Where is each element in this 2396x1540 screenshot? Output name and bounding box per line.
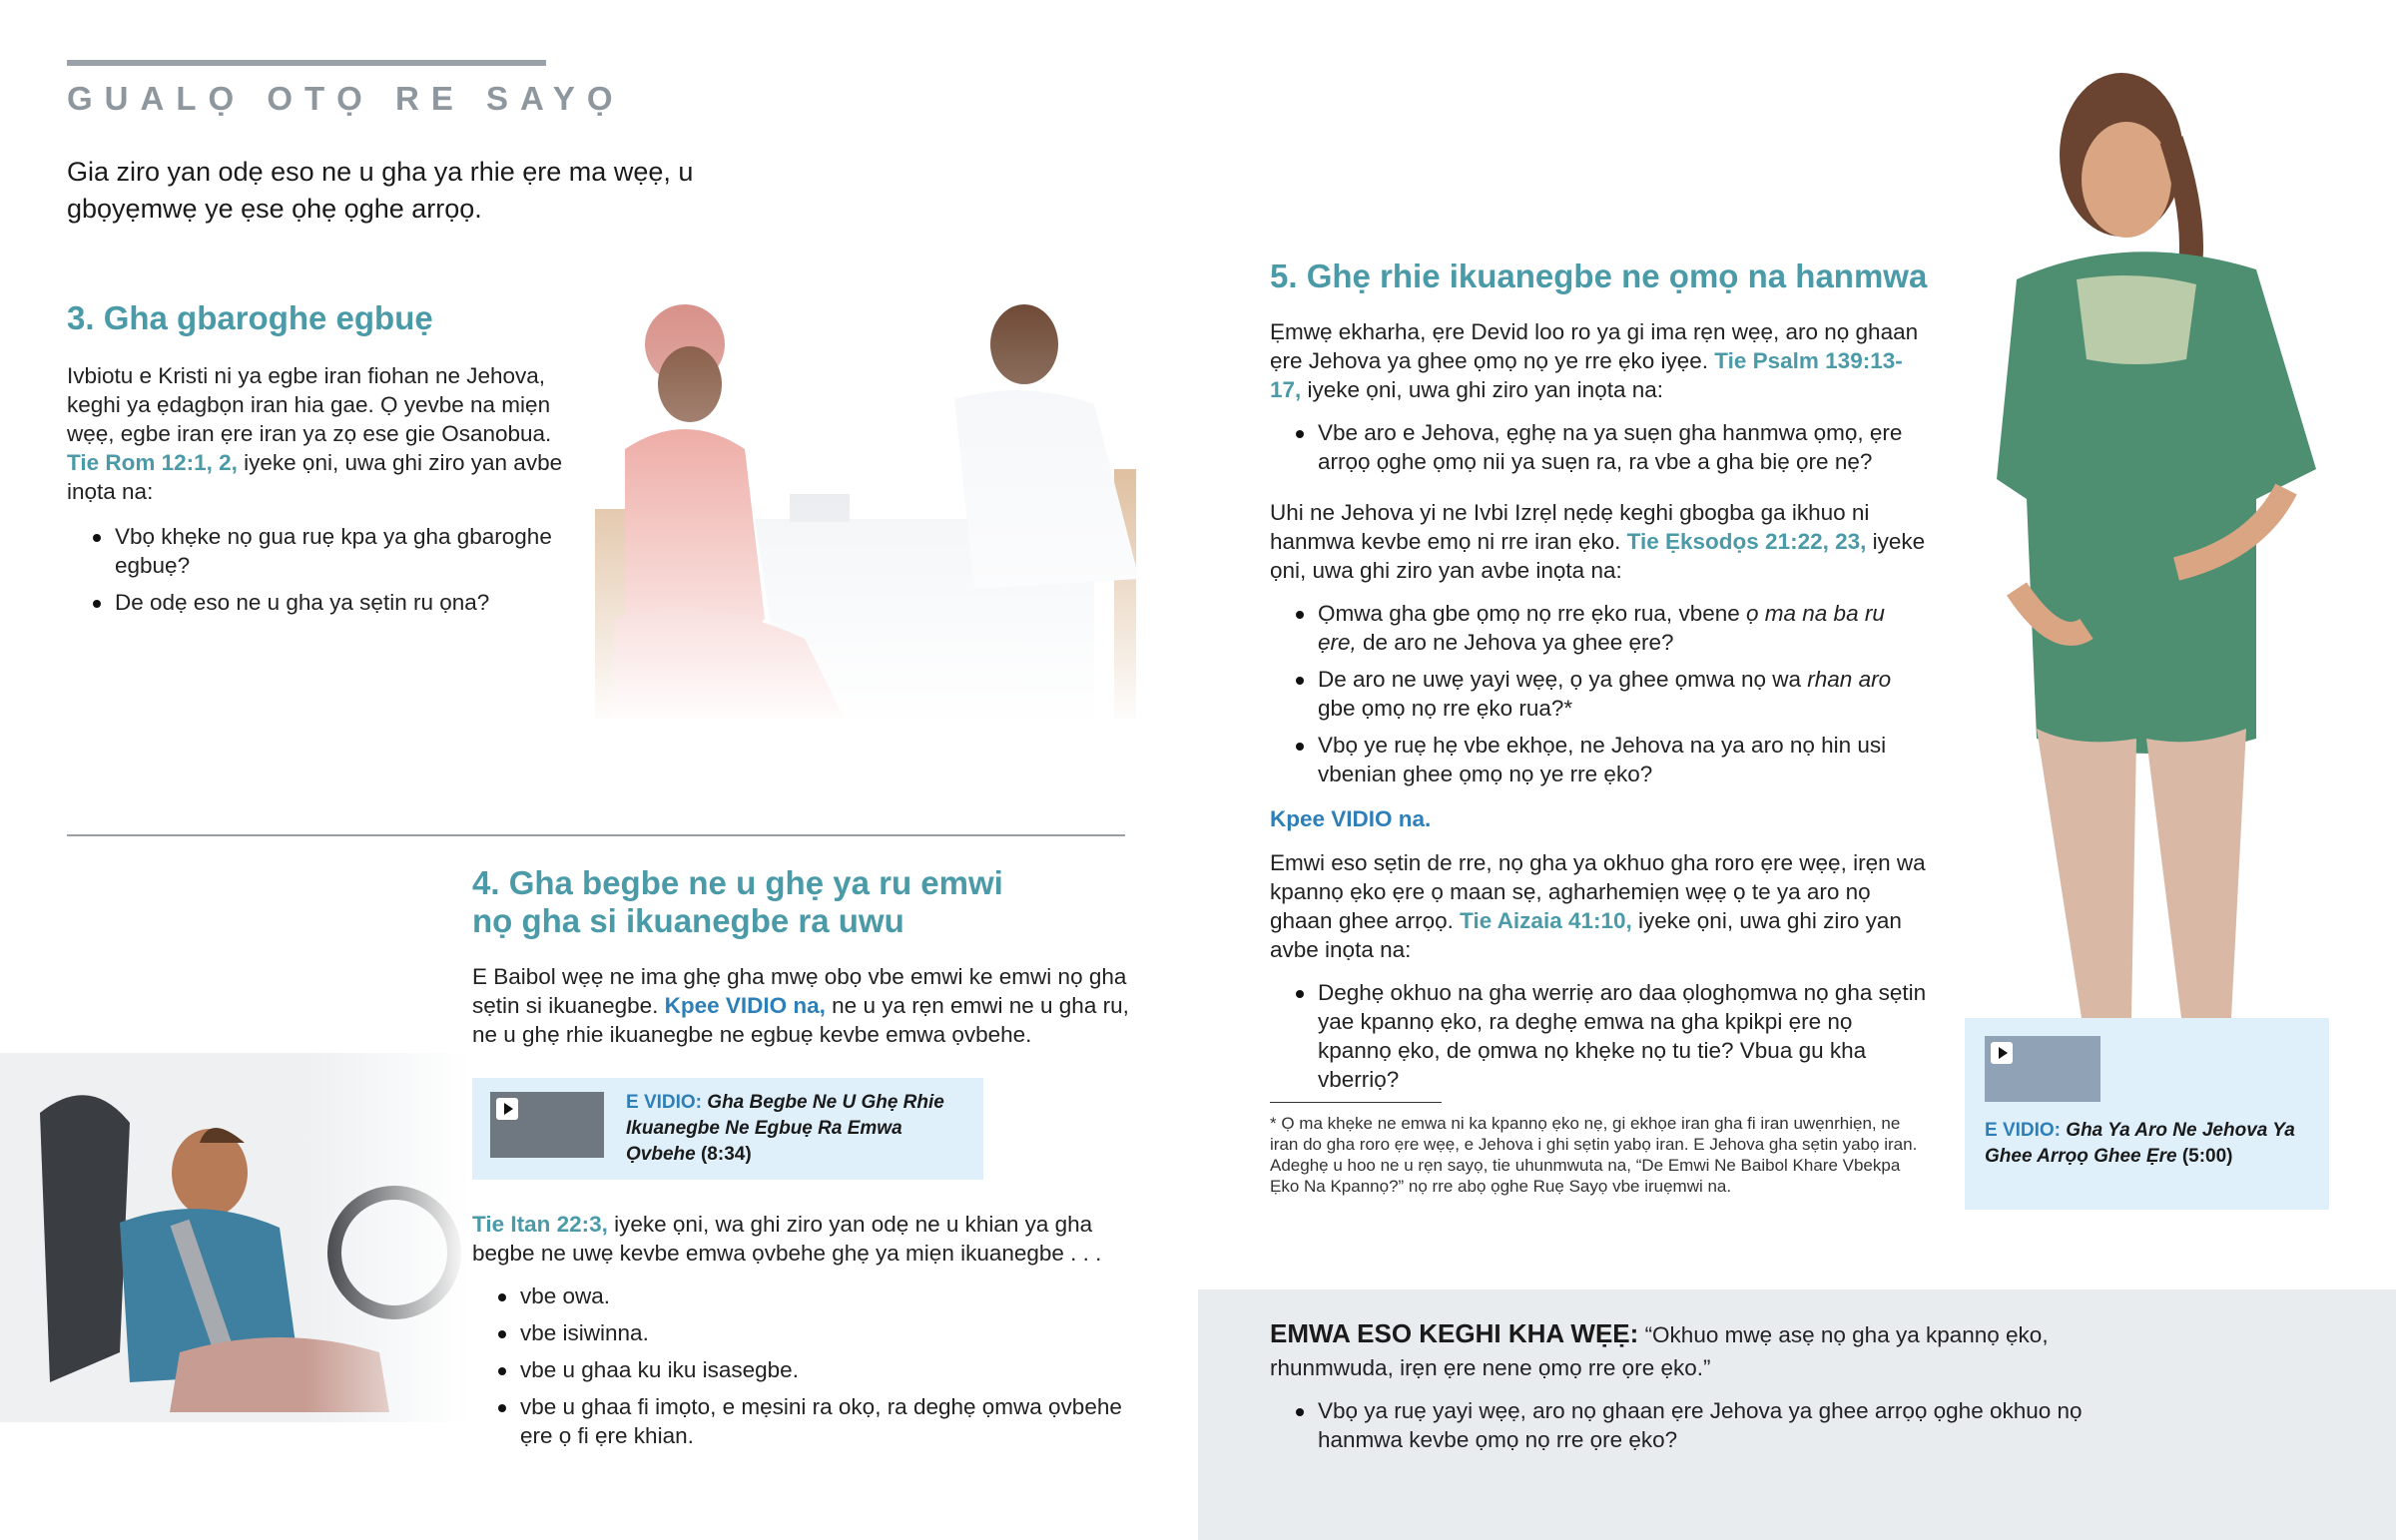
scripture-link-exodus[interactable]: Tie Ẹksodọs 21:22, 23, xyxy=(1626,529,1867,554)
section-4-list xyxy=(472,1282,1131,1450)
header-rule xyxy=(67,60,546,66)
seatbelt-illustration xyxy=(0,1053,469,1422)
doctor-consultation-illustration xyxy=(595,289,1154,729)
list-item: Vbe aro e Jehova, ẹghẹ na ya suẹn gha hanmwa ọmọ, ẹre arrọọ ọghe ọmọ nii ya suẹn ra, ra vbe a gha biẹ ọre nẹ? xyxy=(1270,418,1929,476)
objection-content xyxy=(1270,1317,2089,1462)
section-kicker: GUALỌ OTỌ RE SAYỌ xyxy=(67,80,625,117)
objection-statement: EMWA ESO KEGHI KHA WẸẸ: “Okhuo mwẹ asẹ nọ gha ya kpannọ ẹko, rhunmwuda, irẹn ẹre nene ọmọ rre ọre ẹko.” xyxy=(1270,1318,2049,1380)
footnote: * Ọ ma khẹke ne emwa ni ka kpannọ ẹko nẹ, gi ekhọe iran gha fi iran uwẹnrhiẹn, ne iran do gha roro ẹre wẹẹ, e Jehova i ghi sẹtin yabọ iran. E Jehova gha sẹtin yabọ iran. Adeghẹ u hoo ne u rẹn sayọ, tie uhunmwuta na, “De Emwi Ne Baibol Khare Vbekpa Ẹko Na Kpannọ?” nọ rre abọ ọghe Ruẹ Sayọ vbe iruẹmwi na. xyxy=(1270,1114,1918,1196)
list-item: vbe u ghaa ku iku isasegbe. xyxy=(472,1355,1131,1384)
video-caption: E VIDIO: Gha Ya Aro Ne Jehova Ya Ghee Arrọọ Ghee Ẹre (5:00) xyxy=(1985,1120,2295,1167)
footnote-rule xyxy=(1270,1102,1442,1103)
section-5-questions-3 xyxy=(1270,978,1929,1094)
list-item: De aro ne uwẹ yayi wẹẹ, ọ ya ghee ọmwa nọ wa rhan aro gbe ọmọ nọ rre ẹko rua?* xyxy=(1270,665,1929,723)
section-5-paragraph-3: Emwi eso sẹtin de rre, nọ gha ya okhuo gha roro ẹre wẹẹ, irẹn wa kpannọ ẹko ẹre ọ maan sẹ, agharhemiẹn wẹẹ ọ te ya aro nọ ghaan ghee arrọọ. Tie Aizaia 41:10, iyeke ọni, uwa ghi ziro yan avbe inọta na: xyxy=(1270,850,1926,962)
section-3-title: 3. Gha gbaroghe egbuẹ xyxy=(67,299,433,336)
section-4-paragraph-2: Tie Itan 22:3, iyeke ọni, wa ghi ziro yan odẹ ne u khian ya gha begbe ne uwẹ kevbe emwa ọvbehe ghẹ ya miẹn ikuanegbe . . . xyxy=(472,1212,1102,1266)
section-5 xyxy=(1270,257,1929,1197)
play-icon[interactable] xyxy=(496,1098,518,1120)
play-icon[interactable] xyxy=(1991,1042,2013,1064)
section-5-paragraph-1: Ẹmwẹ ekharha, ẹre Devid loo ro ya gi ima rẹn wẹẹ, aro nọ ghaan ẹre Jehova ya ghee ọmọ nọ ye rre ẹko iyẹe. Tie Psalm 139:13-17, iyeke ọni, uwa ghi ziro yan inọta na: xyxy=(1270,319,1919,402)
list-item: Vbọ ye ruẹ hẹ vbe ekhọe, ne Jehova na ya aro nọ hin usi vbenian ghee ọmọ nọ ye rre ẹko? xyxy=(1270,731,1929,788)
section-5-questions-1 xyxy=(1270,418,1929,476)
section-divider xyxy=(67,834,1125,836)
watch-video-link[interactable]: Kpee VIDIO na. xyxy=(1270,806,1432,831)
scripture-link-psalm[interactable]: Tie Psalm 139:13-17, xyxy=(1270,348,1903,402)
list-item: Ọmwa gha gbe ọmọ nọ rre ẹko rua, vbene ọ ma na ba ru ẹre, de aro ne Jehova ya ghee ẹre? xyxy=(1270,599,1929,657)
video-thumbnail[interactable] xyxy=(1985,1036,2100,1102)
list-item: vbe u ghaa fi imọto, e mẹsini ra okọ, ra deghẹ ọmwa ọvbehe ẹre ọ fi ẹre khian. xyxy=(472,1392,1131,1450)
video-box-safety[interactable] xyxy=(472,1078,983,1180)
section-3-paragraph: Ivbiotu e Kristi ni ya egbe iran fiohan ne Jehova, keghi ya ẹdagbọn iran hia gae. Ọ yevbe na miẹn wẹẹ, egbe iran ẹre iran ya zọ ese gie Osanobua. Tie Rom 12:1, 2, iyeke ọni, uwa ghi ziro yan avbe inọta na: xyxy=(67,363,563,504)
list-item: Deghẹ okhuo na gha werriẹ aro daa ọloghọmwa nọ gha sẹtin yae kpannọ ẹko, ra deghẹ emwa na gha kpikpi ẹre nọ kpannọ ẹko, de ọmwa nọ khẹke nọ tu tie? Vbua gu kha vberriọ? xyxy=(1270,978,1929,1094)
list-item: vbe isiwinna. xyxy=(472,1318,1131,1347)
section-4-paragraph: E Baibol wẹẹ ne ima ghẹ gha mwẹ obọ vbe emwi ke emwi nọ gha sẹtin si ikuanegbe. Kpee VIDIO na, ne u ya rẹn emwi ne u gha ru, ne u ghẹ rhie ikuanegbe ne egbuẹ kevbe emwa ọvbehe. xyxy=(472,964,1129,1047)
section-5-paragraph-2: Uhi ne Jehova yi ne Ivbi Izrẹl nẹdẹ keghi gbogba ga ikhuo ni hanmwa kevbe emọ ni rre iran ẹko. Tie Ẹksodọs 21:22, 23, iyeke ọni, uwa ghi ziro yan avbe inọta na: xyxy=(1270,500,1926,583)
video-box-life-view[interactable] xyxy=(1965,1018,2329,1210)
list-item: Vbọ ya ruẹ yayi wẹẹ, aro nọ ghaan ẹre Jehova ya ghee arrọọ ọghe okhuo nọ hanmwa kevbe ọmọ nọ rre ọre ẹko? xyxy=(1270,1396,2089,1454)
scripture-link-proverbs[interactable]: Tie Itan 22:3, xyxy=(472,1212,608,1237)
section-4 xyxy=(472,864,1131,1049)
scripture-link-romans[interactable]: Tie Rom 12:1, 2, xyxy=(67,450,238,475)
intro-text: Gia ziro yan odẹ eso ne u gha ya rhie ẹre ma wẹẹ, u gbọyẹmwẹ ye ẹse ọhẹ ọghe arrọọ. xyxy=(67,157,694,224)
section-3 xyxy=(67,299,586,625)
section-5-questions-2 xyxy=(1270,599,1929,788)
section-5-title: 5. Ghẹ rhie ikuanegbe ne ọmọ na hanmwa xyxy=(1270,257,1928,294)
list-item: vbe owa. xyxy=(472,1282,1131,1310)
list-item: De odẹ eso ne u gha ya sẹtin ru ọna? xyxy=(67,588,586,617)
pregnant-woman-illustration xyxy=(1957,30,2376,1018)
watch-video-link[interactable]: Kpee VIDIO na, xyxy=(664,993,826,1018)
section-4-title: 4. Gha begbe ne u ghẹ ya ru emwi nọ gha si ikuanegbe ra uwu xyxy=(472,864,1003,939)
video-thumbnail[interactable] xyxy=(490,1092,604,1158)
section-4-more xyxy=(472,1210,1131,1458)
video-caption: E VIDIO: Gha Begbe Ne U Ghẹ Rhie Ikuanegbe Ne Egbuẹ Ra Emwa Ọvbehe (8:34) xyxy=(626,1092,944,1165)
objection-questions xyxy=(1270,1396,2089,1454)
scripture-link-isaiah[interactable]: Tie Aizaia 41:10, xyxy=(1460,908,1632,933)
section-3-questions xyxy=(67,522,586,617)
list-item: Vbọ khẹke nọ gua ruẹ kpa ya gha gbaroghe egbuẹ? xyxy=(67,522,586,580)
